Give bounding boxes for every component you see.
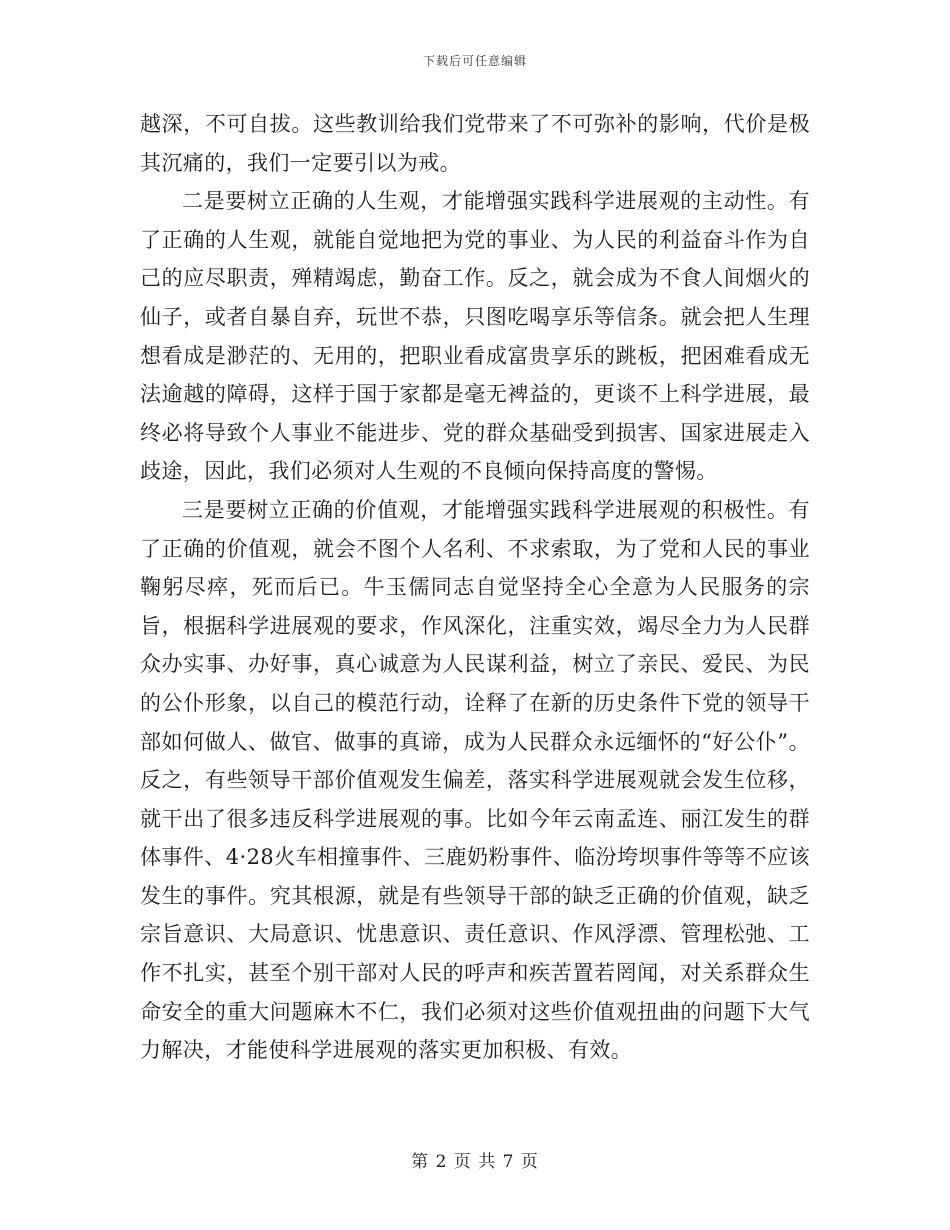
paragraph-3: 三是要树立正确的价值观，才能增强实践科学进展观的积极性。有了正确的价值观，就会不图个人名利、不求索取，为了党和人民的事业鞠躬尽瘁，死而后已。牛玉儒同志自觉坚持全心全意为人民服务的宗旨，根据科学进展观的要求，作风深化，注重实效，竭尽全力为人民群众办实事、办好事，真心诚意为人民谋利益，树立了亲民、爱民、为民的公仆形象，以自己的模范行动，诠释了在新的历史条件下党的领导干部如何做人、做官、做事的真谛，成为人民群众永远缅怀的“好公仆”。反之，有些领导干部价值观发生偏差，落实科学进展观就会发生位移，就干出了很多违反科学进展观的事。比如今年云南孟连、丽江发生的群体事件、4·28火车相撞事件、三鹿奶粉事件、临汾垮坝事件等等不应该发生的事件。究其根源，就是有些领导干部的缺乏正确的价值观，缺乏宗旨意识、大局意识、忧患意识、责任意识、作风浮漂、管理松弛、工作不扎实，甚至个别干部对人民的呼声和疾苦置若罔闻，对关系群众生命安全的重大问题麻木不仁，我们必须对这些价值观扭曲的问题下大气力解决，才能使科学进展观的落实更加积极、有效。	[140, 497, 810, 1063]
paragraph-1: 越深，不可自拔。这些教训给我们党带来了不可弥补的影响，代价是极其沉痛的，我们一定要引以为戒。	[140, 112, 810, 175]
document-body	[140, 105, 810, 1070]
page-number-footer: 第 2 页 共 7 页	[411, 1152, 539, 1172]
page-header: 下载后可任意编辑	[422, 54, 527, 68]
paragraph-2: 二是要树立正确的人生观，才能增强实践科学进展观的主动性。有了正确的人生观，就能自觉地把为党的事业、为人民的利益奋斗作为自己的应尽职责，殚精竭虑，勤奋工作。反之，就会成为不食人间烟火的仙子，或者自暴自弃，玩世不恭，只图吃喝享乐等信条。就会把人生理想看成是渺茫的、无用的，把职业看成富贵享乐的跳板，把困难看成无法逾越的障碍，这样于国于家都是毫无裨益的，更谈不上科学进展，最终必将导致个人事业不能进步、党的群众基础受到损害、国家进展走入歧途，因此，我们必须对人生观的不良倾向保持高度的警惕。	[140, 189, 810, 484]
